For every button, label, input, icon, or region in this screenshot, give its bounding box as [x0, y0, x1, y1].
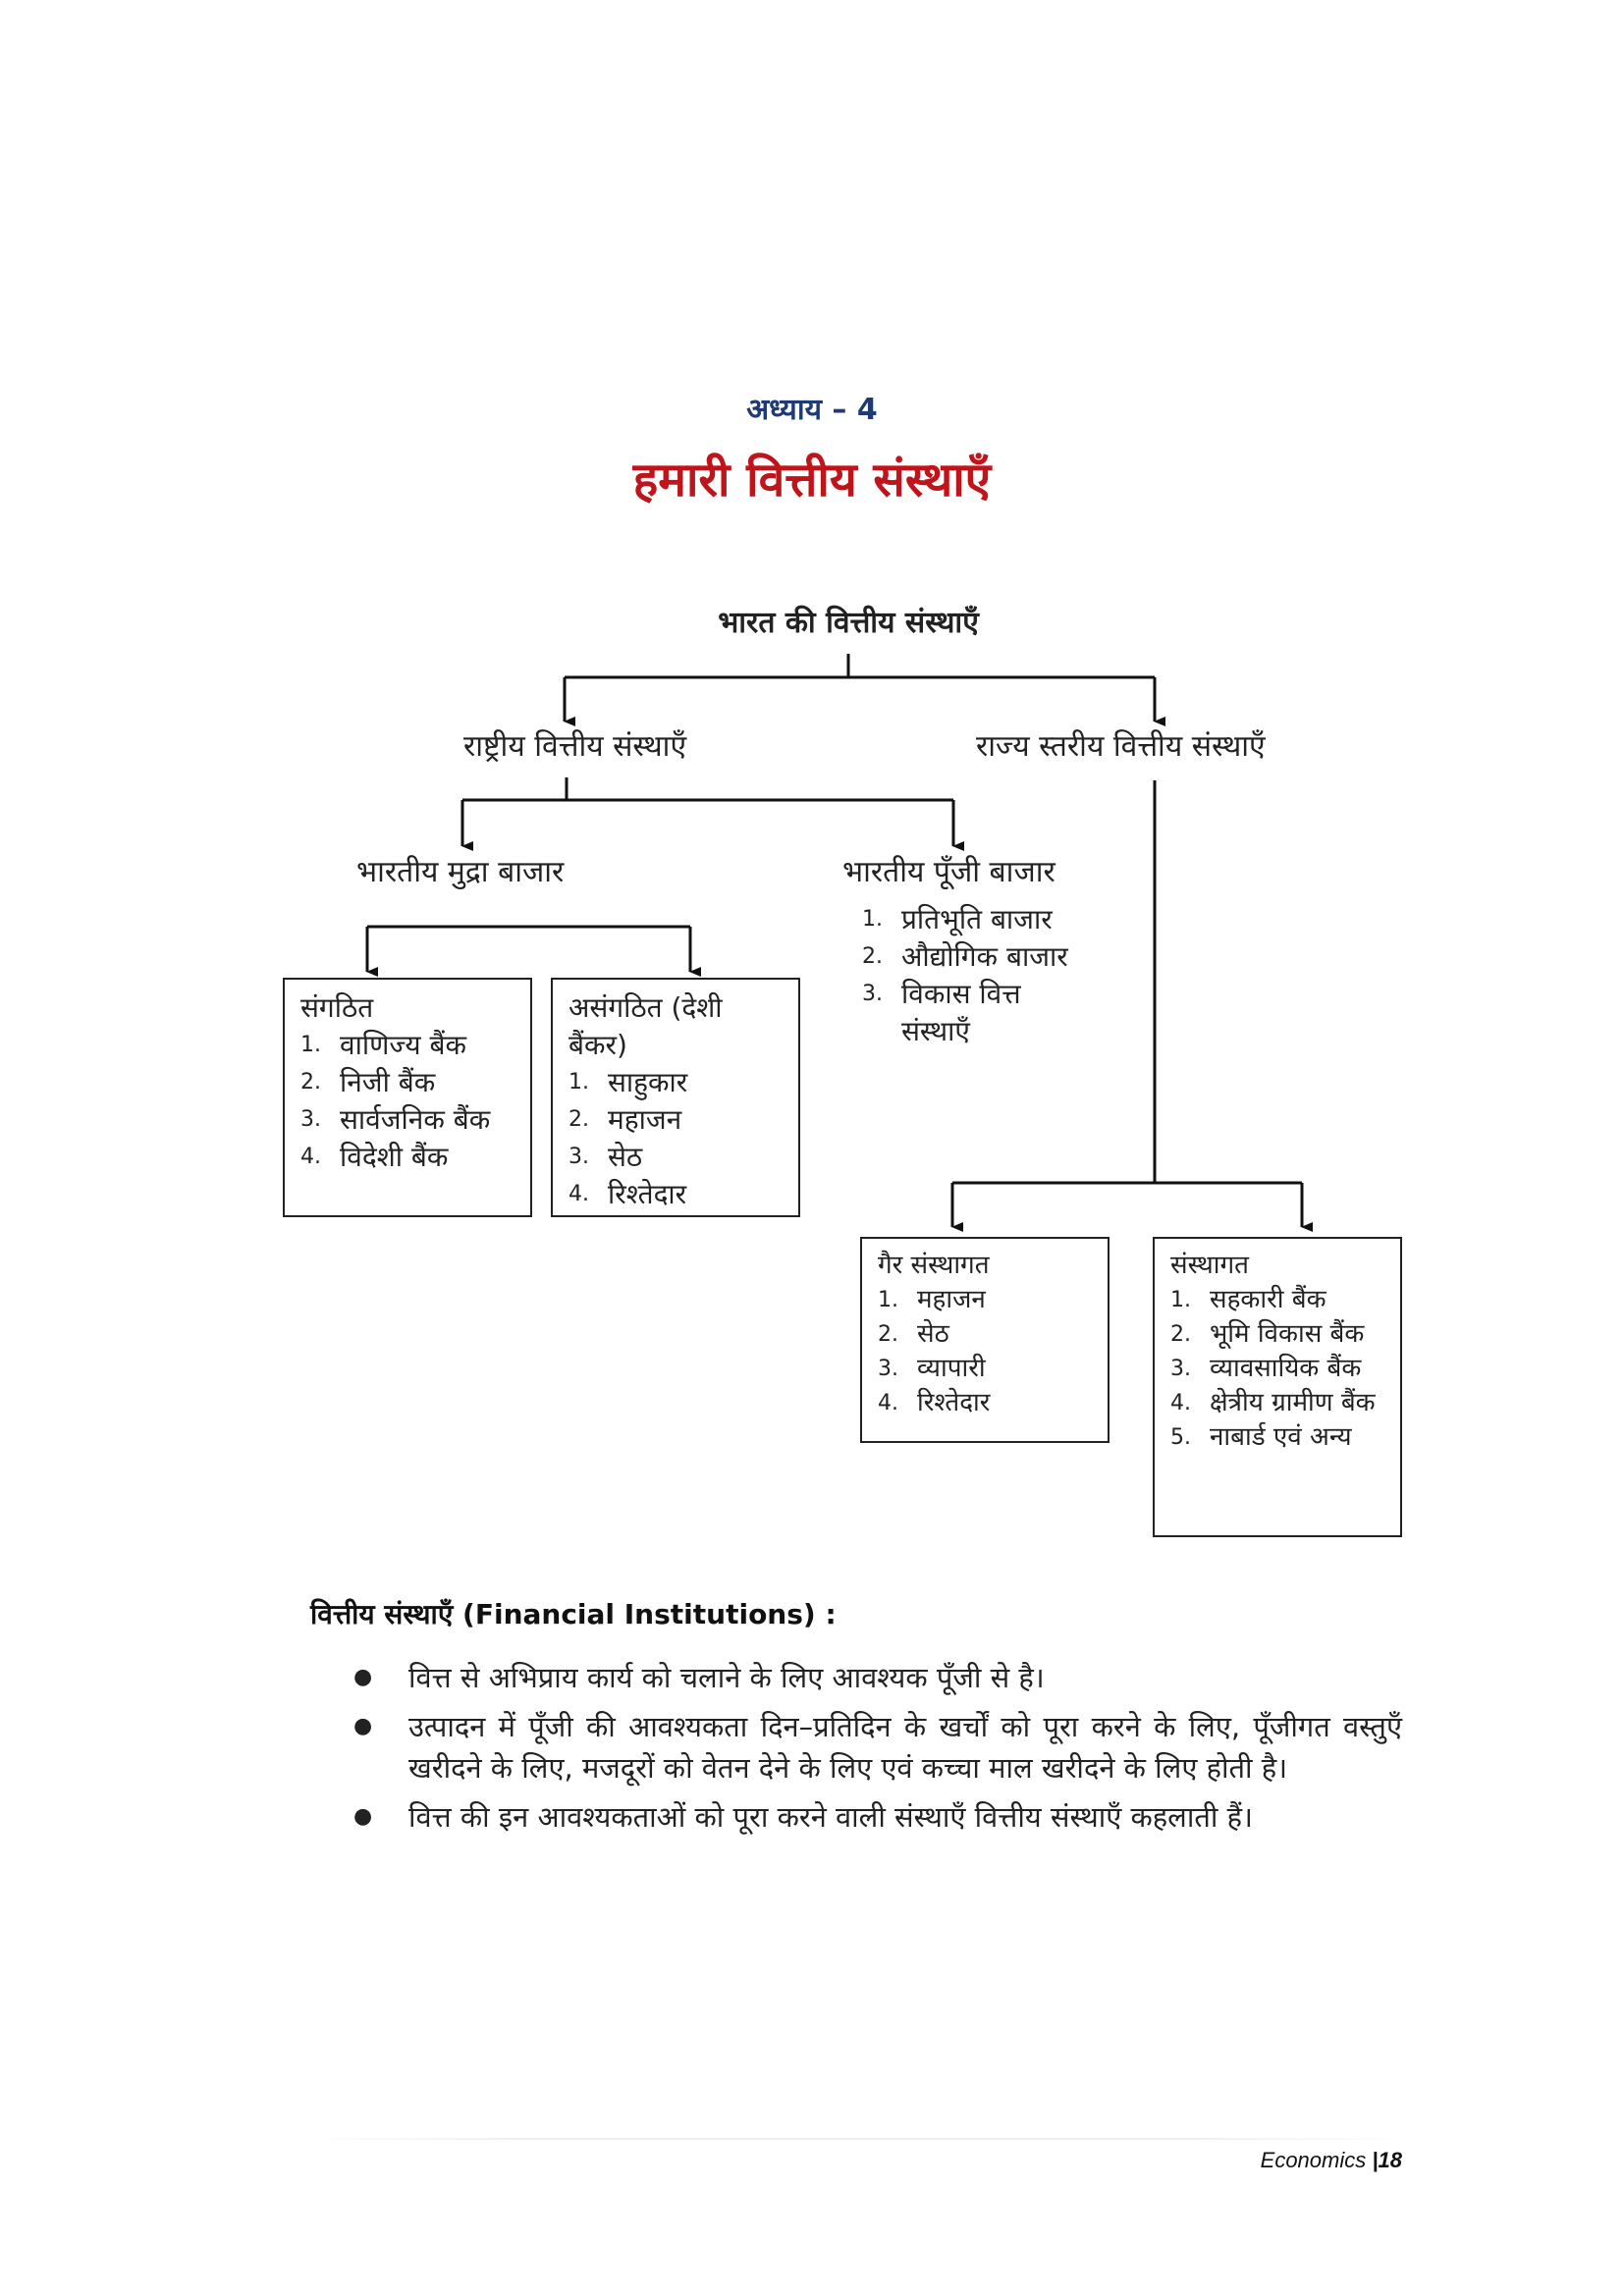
list-item: 4. विदेशी बैंक [300, 1141, 449, 1173]
list-item: 1. साहुकार [568, 1066, 688, 1098]
non-institutional-box [860, 1237, 1110, 1443]
list-item: 2. सेठ [878, 1319, 949, 1349]
footer-separator: | [1372, 2148, 1379, 2172]
footer-subject: Economics [1260, 2148, 1367, 2172]
bullet-list [353, 1657, 1402, 1845]
organized-title: संगठित [300, 991, 374, 1024]
bullet-item: ● वित्त की इन आवश्यकताओं को पूरा करने वाली संस्थाएँ वित्तीय संस्थाएँ कहलाती हैं। [353, 1796, 1402, 1838]
page-number: 18 [1378, 2148, 1402, 2172]
node-money-market: भारतीय मुद्रा बाजार [356, 855, 565, 889]
list-item: 4. रिश्तेदार [878, 1388, 991, 1417]
chapter-title: हमारी वित्तीय संस्थाएँ [632, 453, 992, 507]
list-item: 1. सहकारी बैंक [1170, 1285, 1326, 1314]
organized-box [283, 978, 532, 1217]
node-capital-market: भारतीय पूँजी बाजार [842, 855, 1056, 889]
list-item: 5. नाबार्ड एवं अन्य [1170, 1422, 1352, 1452]
footer-rule [306, 2138, 1406, 2140]
section-heading: वित्तीय संस्थाएँ (Financial Institutions) : [310, 1598, 837, 1630]
list-item: 1. वाणिज्य बैंक [300, 1029, 466, 1061]
institutional-title: संस्थागत [1170, 1251, 1249, 1280]
list-item: 2. औद्योगिक बाजार [862, 940, 1068, 973]
unorganized-title: असंगठित (देशी बैंकर) [568, 991, 723, 1061]
list-item: 1. प्रतिभूति बाजार [862, 903, 1053, 935]
list-item: 2. निजी बैंक [300, 1066, 436, 1098]
capital-market-list [862, 901, 1088, 1050]
list-item: 3. व्यावसायिक बैंक [1170, 1354, 1362, 1383]
list-item: 3. व्यापारी [878, 1354, 986, 1383]
page-footer [1261, 2148, 1402, 2173]
bullet-item: ● उत्पादन में पूँजी की आवश्यकता दिन–प्रतिदिन के खर्चों को पूरा करने के लिए, पूँजीगत वस्तुएँ खरीदने के लिए, मजदूरों को वेतन देने के लिए एवं कच्चा माल खरीदने के लिए होती है। [353, 1706, 1402, 1789]
list-item: 3. सेठ [568, 1141, 643, 1173]
non-institutional-title: गैर संस्थागत [878, 1251, 990, 1280]
list-item: 2. भूमि विकास बैंक [1170, 1319, 1365, 1349]
bullet-item: ● वित्त से अभिप्राय कार्य को चलाने के लिए आवश्यक पूँजी से है। [353, 1657, 1402, 1698]
node-root: भारत की वित्तीय संस्थाएँ [718, 606, 979, 640]
list-item: 2. महाजन [568, 1103, 682, 1136]
node-national: राष्ट्रीय वित्तीय संस्थाएँ [463, 729, 687, 764]
list-item: 3. सार्वजनिक बैंक [300, 1103, 491, 1136]
list-item: 4. क्षेत्रीय ग्रामीण बैंक [1170, 1388, 1376, 1417]
institutional-box [1153, 1237, 1402, 1537]
list-item: 4. रिश्तेदार [568, 1178, 687, 1210]
chapter-label: अध्याय – 4 [746, 393, 878, 427]
node-state: राज्य स्तरीय वित्तीय संस्थाएँ [976, 729, 1266, 764]
list-item: 3. विकास वित्त संस्थाएँ [862, 978, 1021, 1047]
unorganized-box [551, 978, 800, 1217]
list-item: 1. महाजन [878, 1285, 986, 1314]
